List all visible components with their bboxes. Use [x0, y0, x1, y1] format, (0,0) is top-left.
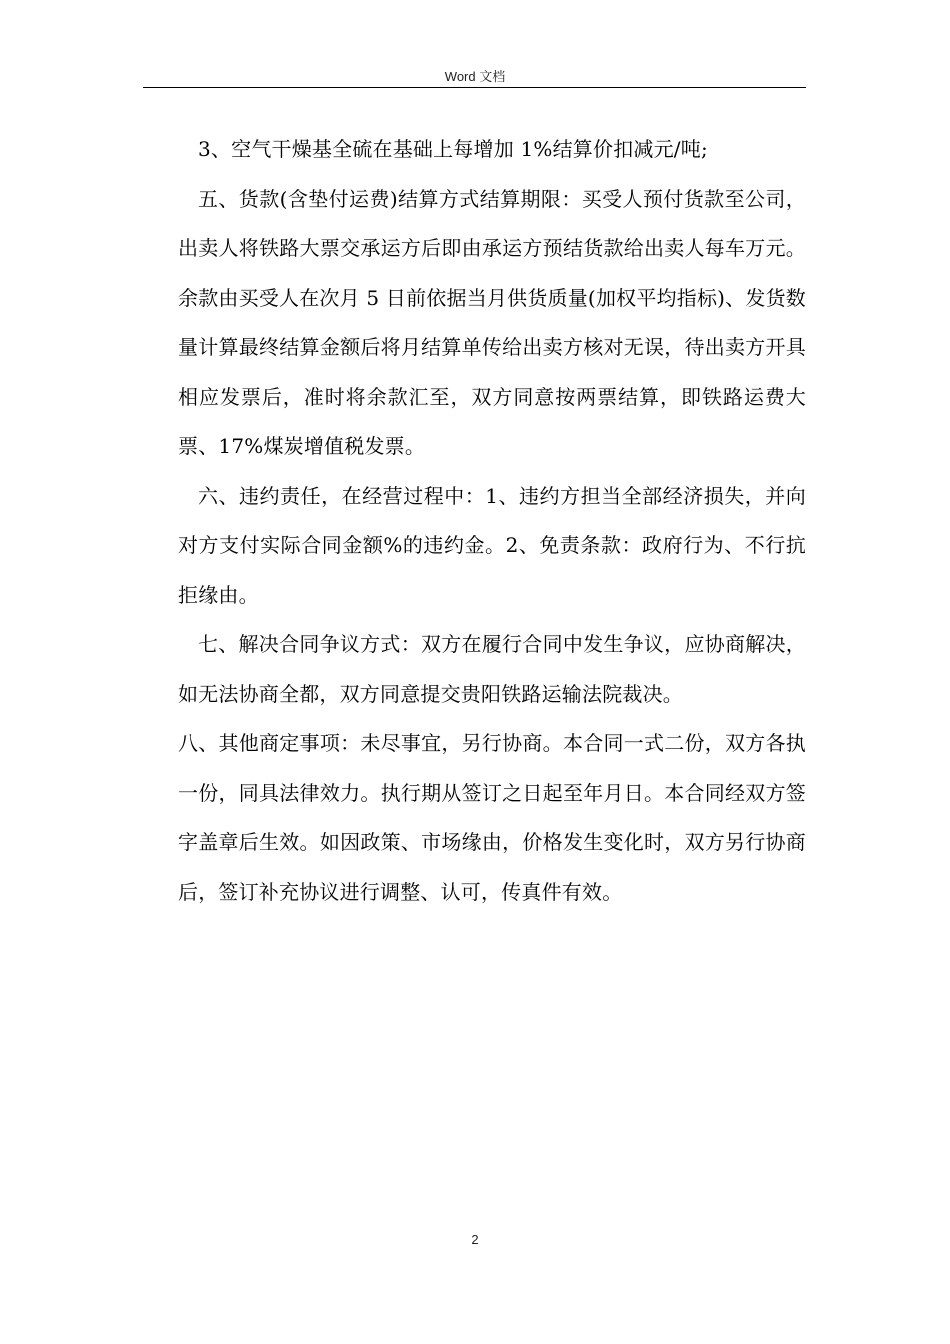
page-number: 2 — [471, 1232, 479, 1247]
paragraph-sulfur-clause: 3、空气干燥基全硫在基础上每增加 1%结算价扣减元/吨; — [198, 137, 708, 161]
paragraph-breach-liability: 六、违约责任，在经营过程中：1、违约方担当全部经济损失，并向对方支付实际合同金额%的违约金。2、免责条款：政府行为、不行抗拒缘由。 — [178, 483, 806, 607]
page-header: Word 文档 — [444, 69, 506, 84]
paragraph-payment-terms: 五、货款(含垫付运费)结算方式结算期限：买受人预付货款至公司，出卖人将铁路大票交承运方后即由承运方预结货款给出卖人每车万元。余款由买受人在次月 5 日前依据当月供货质量(加权平均指标)、发货数量计算最终结算金额后将月结算单传给出卖方核对无误，待出卖方开具相应发票后，准时将余款汇至，双方同意按两票结算，即铁路运费大票、17%煤炭增值税发票。 — [178, 186, 806, 458]
header-divider — [143, 87, 806, 88]
paragraph-dispute-resolution: 七、解决合同争议方式：双方在履行合同中发生争议，应协商解决，如无法协商全都，双方同意提交贵阳铁路运输法院裁决。 — [178, 632, 806, 706]
document-body — [178, 125, 806, 917]
paragraph-other-matters: 八、其他商定事项：未尽事宜，另行协商。本合同一式二份，双方各执一份，同具法律效力。执行期从签订之日起至年月日。本合同经双方签字盖章后生效。如因政策、市场缘由，价格发生变化时，双方另行协商后，签订补充协议进行调整、认可，传真件有效。 — [178, 731, 806, 904]
